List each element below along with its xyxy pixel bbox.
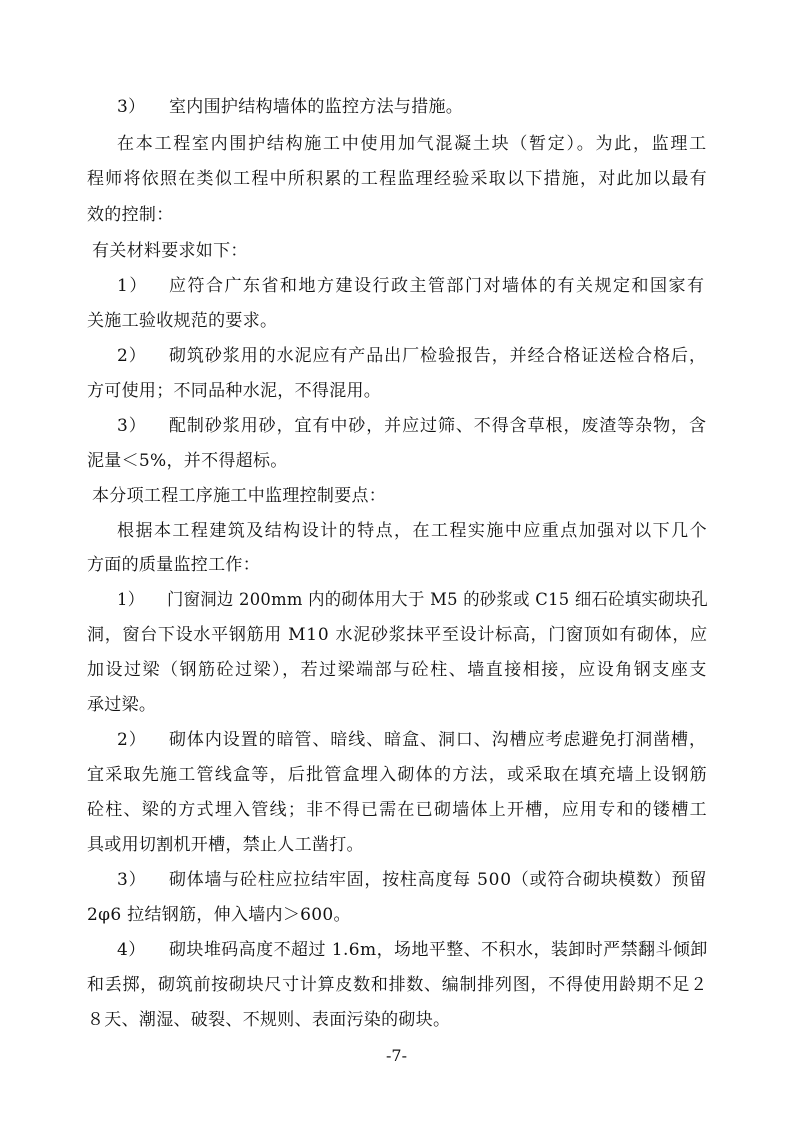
line-text: 方面的质量监控工作： <box>87 555 260 575</box>
line-text: 根据本工程建筑及结构设计的特点，在工程实施中应重点加强对以下几个 <box>117 521 709 541</box>
item-number: 1） <box>117 276 148 296</box>
line-text: 关施工验收规范的要求。 <box>87 311 278 331</box>
line-text: 洞，窗台下设水平钢筋用 M10 水泥砂浆抹平至设计标高，门窗顶如有砌体，应 <box>87 625 708 645</box>
line-text: 室内围护结构墙体的监控方法与措施。 <box>169 97 464 117</box>
line-text: 具或用切割机开槽，禁止人工凿打。 <box>87 835 364 855</box>
text-line <box>87 835 364 855</box>
line-text: ８天、潮湿、破裂、不规则、表面污染的砌块。 <box>87 1010 451 1030</box>
text-line <box>117 346 707 366</box>
item-number: 2） <box>117 346 147 366</box>
item-number: 4） <box>117 940 146 960</box>
text-line <box>87 800 708 820</box>
line-text: 方可使用；不同品种水泥，不得混用。 <box>87 381 382 401</box>
line-text: 泥量＜5%，并不得超标。 <box>87 451 288 471</box>
text-line <box>87 695 156 715</box>
text-line <box>87 311 277 331</box>
text-line <box>87 555 260 575</box>
line-text: 砼柱、梁的方式埋入管线；非不得已需在已砌墙体上开槽，应用专和的镂槽工 <box>87 800 708 820</box>
text-line <box>87 905 351 925</box>
line-text: 门窗洞边 200mm 内的砌体用大于 M5 的砂浆或 C15 细石砼填实砌块孔 <box>166 590 709 610</box>
line-text: 在本工程室内围护结构施工中使用加气混凝土块（暂定）。为此，监理工 <box>117 134 708 154</box>
text-line <box>87 381 381 401</box>
line-text: 和丢掷，砌筑前按砌块尺寸计算皮数和排数、编制排列图，不得使用龄期不足２ <box>87 975 708 995</box>
text-line <box>87 625 708 645</box>
text-line <box>117 97 463 117</box>
text-line <box>87 975 708 995</box>
item-number: 3） <box>117 97 146 117</box>
text-line <box>87 765 708 785</box>
text-line <box>117 940 708 960</box>
text-line <box>87 169 708 189</box>
line-text: 加设过梁（钢筋砼过梁），若过梁端部与砼柱、墙直接相接，应设角钢支座支 <box>87 660 708 680</box>
line-text: 有关材料要求如下： <box>92 241 248 261</box>
line-text: 效的控制： <box>87 205 174 225</box>
line-text: 配制砂浆用砂，宜有中砂，并应过筛、不得含草根，废渣等杂物，含 <box>169 416 707 436</box>
text-line <box>117 134 708 154</box>
line-text: 承过梁。 <box>87 695 157 715</box>
line-text: 砌体内设置的暗管、暗线、暗盒、洞口、沟槽应考虑避免打洞凿槽， <box>169 730 707 750</box>
line-text: 程师将依照在类似工程中所积累的工程监理经验采取以下措施，对此加以最有 <box>87 169 708 189</box>
text-line <box>92 241 248 261</box>
text-line <box>117 870 707 890</box>
line-text: 砌块堆码高度不超过 1.6m，场地平整、不积水，装卸时严禁翻斗倾卸 <box>169 940 708 960</box>
line-text: 2φ6 拉结钢筋，伸入墙内＞600。 <box>87 905 351 925</box>
text-line <box>87 205 174 225</box>
text-line <box>117 521 708 541</box>
item-number: 3） <box>117 870 147 890</box>
text-line <box>87 660 708 680</box>
text-line <box>117 730 707 750</box>
line-text: 本分项工程工序施工中监理控制要点： <box>92 486 387 506</box>
text-line <box>117 276 706 296</box>
text-line <box>117 590 708 610</box>
text-line <box>87 1010 450 1030</box>
item-number: 1） <box>117 590 145 610</box>
text-line <box>92 486 386 506</box>
text-line <box>117 416 707 436</box>
item-number: 2） <box>117 730 147 750</box>
line-text: 宜采取先施工管线盒等，后批管盒埋入砌体的方法，或采取在填充墙上设钢筋 <box>87 765 708 785</box>
line-text: 应符合广东省和地方建设行政主管部门对墙体的有关规定和国家有 <box>169 276 706 296</box>
line-text: 砌筑砂浆用的水泥应有产品出厂检验报告，并经合格证送检合格后， <box>169 346 707 366</box>
text-line <box>87 451 288 471</box>
line-text: 砌体墙与砼柱应拉结牢固，按柱高度每 500（或符合砌块模数）预留 <box>169 870 708 890</box>
page-number: -7- <box>386 1046 407 1065</box>
item-number: 3） <box>117 416 147 436</box>
